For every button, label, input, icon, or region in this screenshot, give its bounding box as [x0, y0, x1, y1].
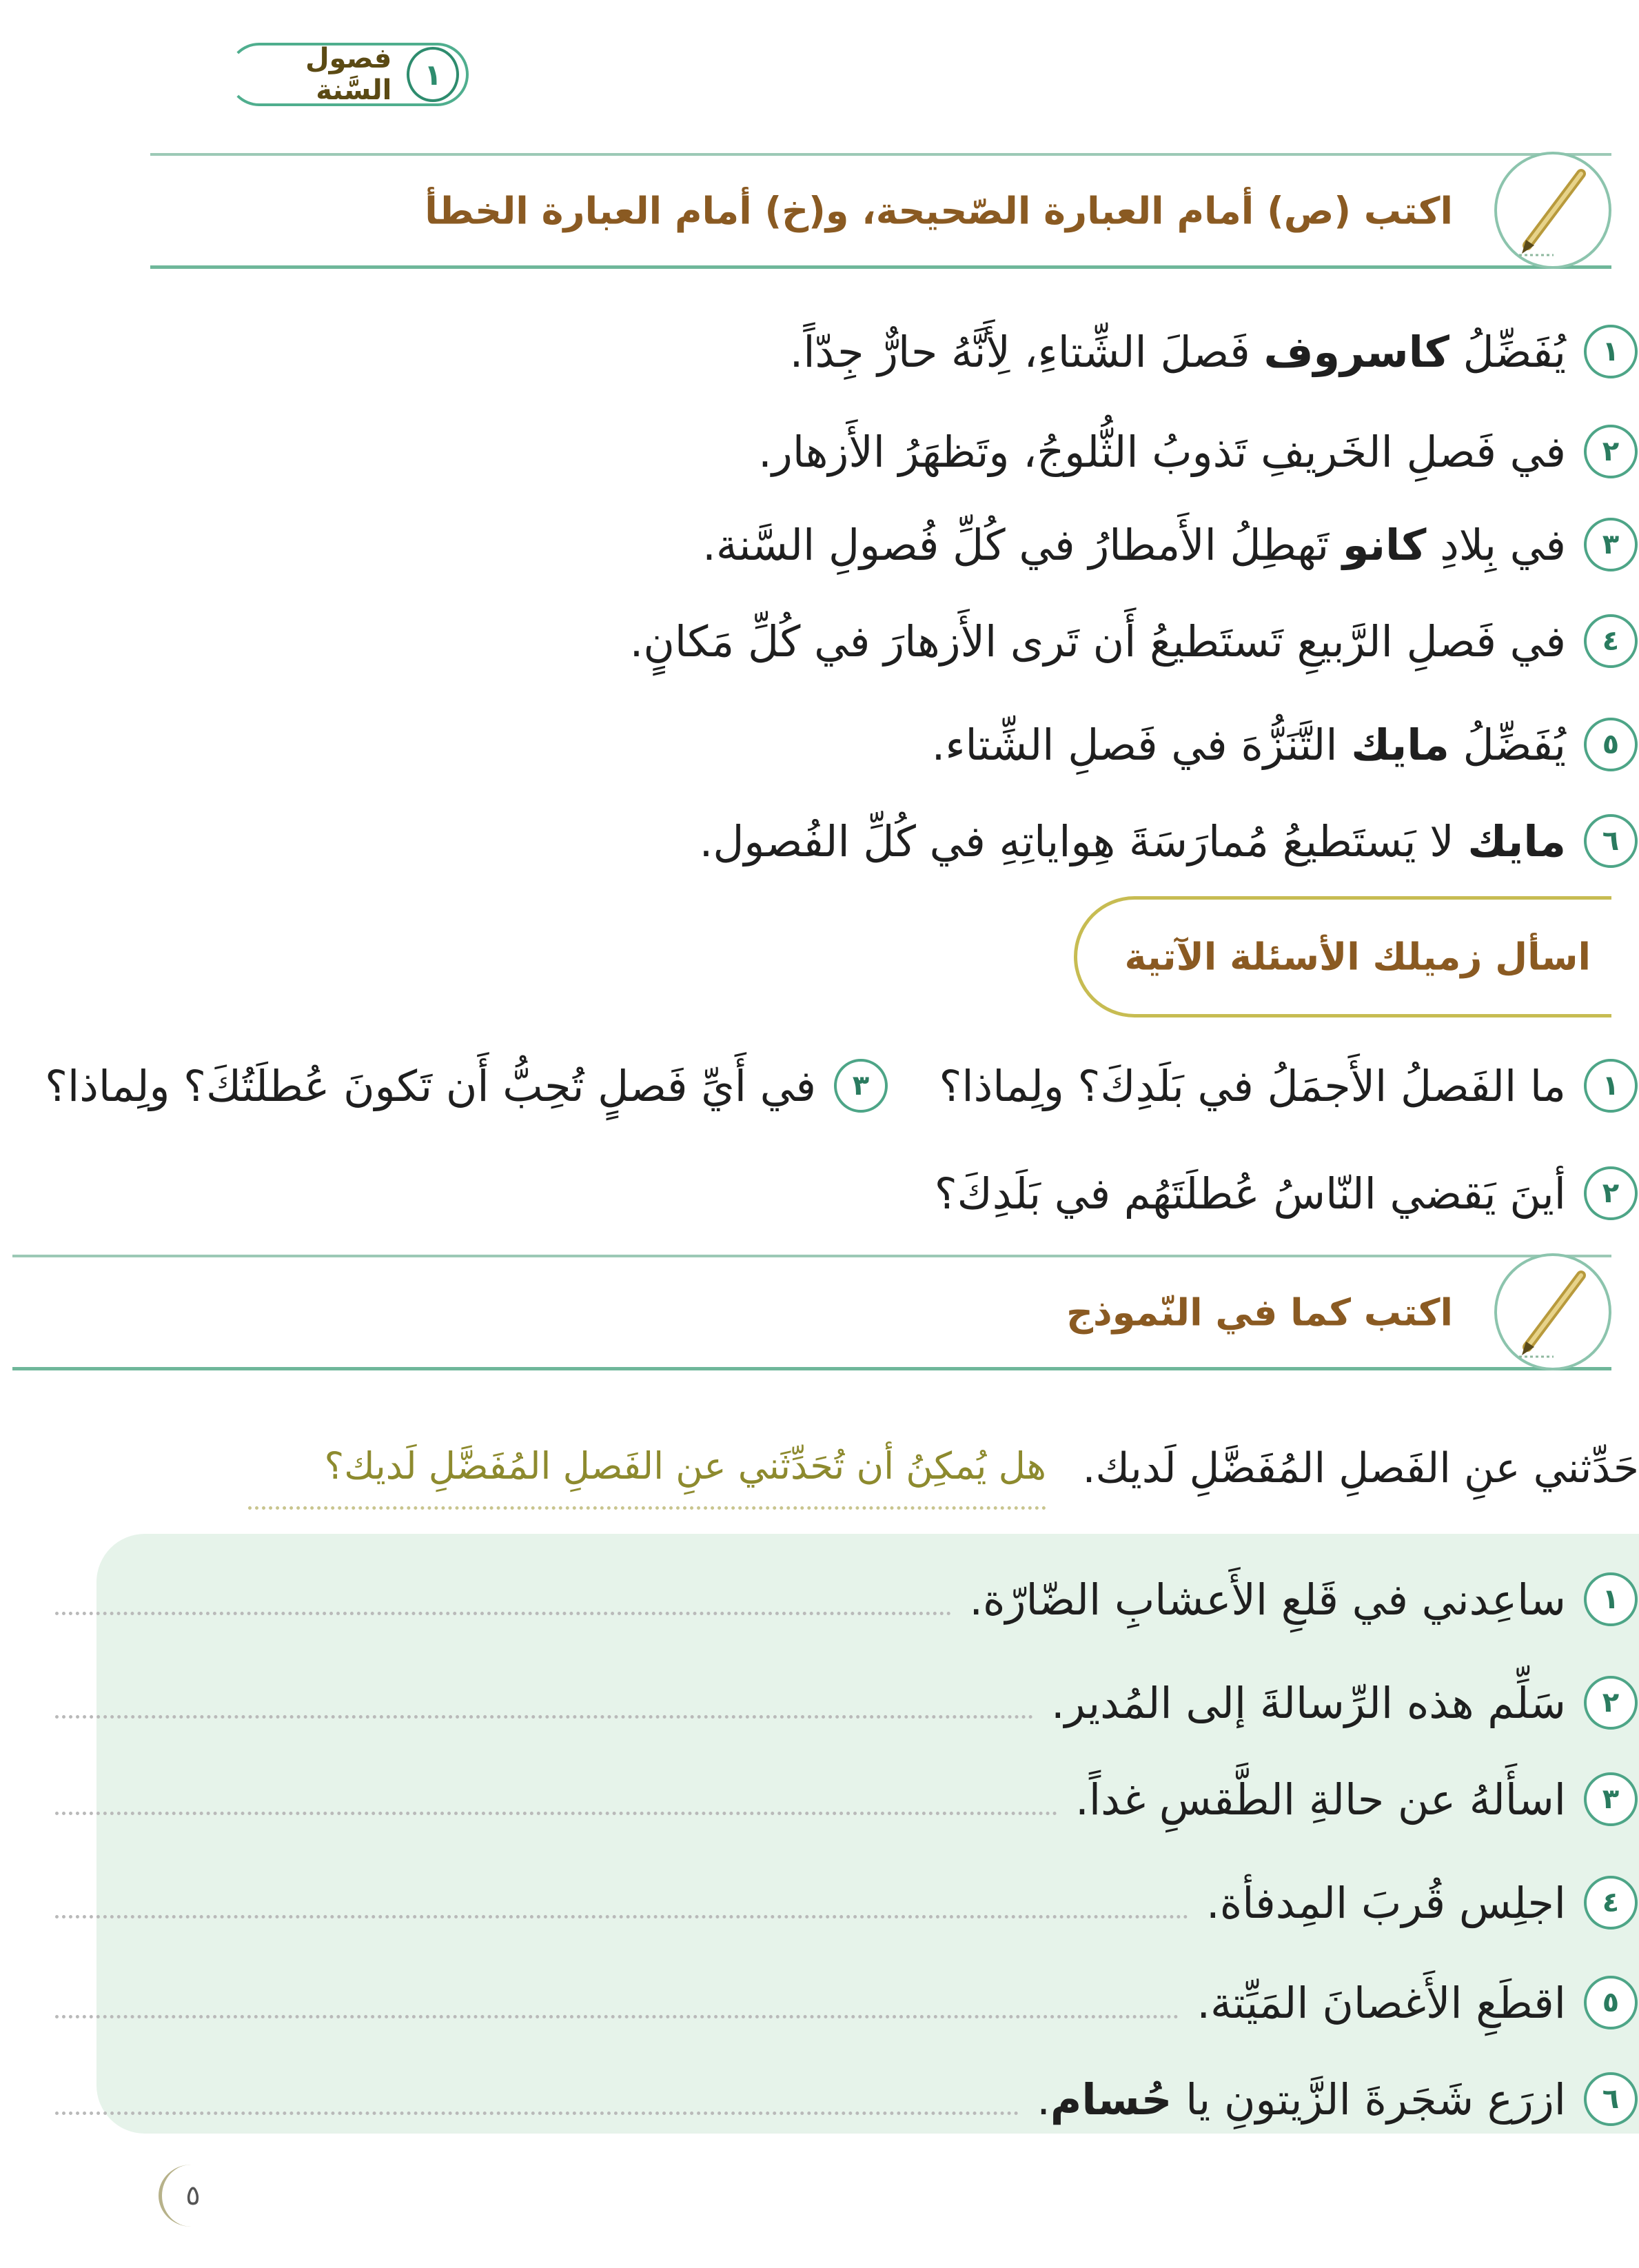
name-highlight: كاسروف	[1263, 326, 1449, 377]
statement-item-4	[28, 603, 1638, 679]
exercise-item-5	[28, 1965, 1638, 2041]
item-number: ٢	[1584, 1676, 1638, 1730]
text-segment: يُفَضِّلُ	[1449, 719, 1566, 770]
item-text	[1037, 2074, 1566, 2125]
question-3	[45, 1048, 888, 1124]
page-number: ٥	[159, 2165, 224, 2227]
name-highlight: مايك	[1351, 719, 1449, 770]
question-text: أينَ يَقضي النّاسُ عُطلَتَهُم في بَلَدِكَ؟	[934, 1168, 1566, 1219]
item-text	[790, 327, 1566, 377]
text-segment: سَلِّم هذه الرِّسالةَ إلى المُدير.	[1050, 1677, 1566, 1728]
model-example	[0, 1437, 1639, 1520]
exercise-item-3	[28, 1761, 1638, 1837]
section3-header	[12, 1255, 1611, 1370]
item-number: ٥	[1584, 1976, 1638, 2029]
section3-title: اكتب كما في النّموذج	[1066, 1290, 1453, 1334]
answer-line[interactable]	[55, 2112, 1019, 2115]
chapter-number: ١	[407, 47, 459, 102]
model-sentence: حَدِّثني عنِ الفَصلِ المُفَضَّلِ لَديك.	[1082, 1444, 1639, 1492]
question-1	[939, 1048, 1638, 1124]
text-segment: التَّنَزُّهَ في فَصلِ الشِّتاء.	[931, 719, 1352, 770]
text-segment: في فَصلِ الخَريفِ تَذوبُ الثُّلوجُ، وتَظهَرُ الأَزهار.	[758, 426, 1566, 477]
answer-line[interactable]	[55, 2015, 1179, 2018]
exercise-item-2	[28, 1665, 1638, 1741]
statement-item-6	[28, 803, 1638, 879]
chapter-tag	[227, 43, 469, 106]
text-segment: .	[1037, 2074, 1050, 2125]
answer-line[interactable]	[55, 1715, 1033, 1719]
item-number: ٢	[1584, 425, 1638, 478]
text-segment: في بِلادِ	[1426, 519, 1566, 570]
section1-header	[150, 153, 1611, 269]
item-number: ٦	[1584, 814, 1638, 868]
item-text	[1051, 1678, 1566, 1728]
text-segment: اجلِس قُربَ المِدفأة.	[1206, 1877, 1566, 1928]
statement-item-1	[28, 314, 1638, 389]
item-number: ٤	[1584, 614, 1638, 668]
text-segment: اسأَلهُ عن حالةِ الطَّقسِ غداً.	[1075, 1774, 1566, 1825]
item-number: ٤	[1584, 1876, 1638, 1930]
answer-line[interactable]	[55, 1812, 1057, 1815]
section1-title: اكتب (ص) أمام العبارة الصّحيحة، و(خ) أمام العبارة الخطأ	[425, 189, 1453, 232]
exercise-item-6	[28, 2061, 1638, 2137]
exercise-item-1	[28, 1561, 1638, 1637]
pencil-icon	[1494, 1253, 1611, 1370]
text-segment: لا يَستَطيعُ مُمارَسَةَ هِواياتِهِ في كُلِّ الفُصول.	[699, 816, 1468, 867]
text-segment: ساعِدني في قَلعِ الأَعشابِ الضّارّة.	[969, 1574, 1566, 1625]
question-number: ١	[1584, 1059, 1638, 1113]
section2-header	[1074, 896, 1611, 1017]
item-number: ٦	[1584, 2072, 1638, 2126]
statement-item-2	[28, 414, 1638, 489]
answer-line[interactable]	[55, 1612, 951, 1615]
statement-item-3	[28, 507, 1638, 583]
item-number: ١	[1584, 1572, 1638, 1626]
item-text	[1075, 1774, 1566, 1825]
item-text	[630, 616, 1566, 667]
text-segment: اقطَعِ الأَغصانَ المَيِّتة.	[1197, 1977, 1566, 2028]
answer-line[interactable]	[55, 1915, 1188, 1918]
text-segment: فَصلَ الشِّتاءِ، لِأَنَّهُ حارٌّ جِدّاً.	[789, 326, 1264, 377]
item-text	[758, 427, 1566, 477]
question-text: في أَيِّ فَصلٍ تُحِبُّ أَن تَكونَ عُطلَتُكَ؟ ولِماذا؟	[45, 1060, 816, 1111]
exercise-item-4	[28, 1865, 1638, 1941]
text-segment: ازرَع شَجَرةَ الزَّيتونِ يا	[1172, 2074, 1566, 2125]
question-number: ٣	[834, 1059, 888, 1113]
name-highlight: كانو	[1342, 519, 1427, 570]
item-text	[969, 1575, 1566, 1625]
answer-line[interactable]	[248, 1506, 1046, 1510]
item-text	[700, 816, 1566, 867]
item-text	[1197, 1978, 1566, 2028]
name-highlight: حُسام	[1050, 2074, 1172, 2125]
statement-item-5	[28, 707, 1638, 782]
item-number: ٣	[1584, 1772, 1638, 1826]
item-number: ٣	[1584, 518, 1638, 571]
chapter-title: فصول السَّنة	[305, 43, 392, 106]
text-segment: يُفَضِّلُ	[1449, 326, 1566, 377]
section2-title: اسأل زميلك الأسئلة الآتية	[1124, 935, 1591, 979]
text-segment: تَهطِلُ الأَمطارُ في كُلِّ فُصولِ السَّنة.	[702, 519, 1343, 570]
question-text: ما الفَصلُ الأَجمَلُ في بَلَدِكَ؟ ولِماذا؟	[939, 1060, 1566, 1111]
name-highlight: مايك	[1467, 816, 1566, 867]
item-number: ٥	[1584, 718, 1638, 771]
pencil-icon	[1494, 152, 1611, 269]
item-text	[932, 720, 1566, 770]
item-text	[1206, 1878, 1566, 1928]
question-2	[935, 1155, 1638, 1231]
model-question: هل يُمكِنُ أن تُحَدِّثَني عنِ الفَصلِ المُفَضَّلِ لَديك؟	[324, 1444, 1046, 1488]
item-text	[702, 520, 1566, 570]
question-number: ٢	[1584, 1166, 1638, 1220]
text-segment: في فَصلِ الرَّبيعِ تَستَطيعُ أَن تَرى الأَزهارَ في كُلِّ مَكانٍ.	[629, 616, 1566, 667]
item-number: ١	[1584, 325, 1638, 378]
